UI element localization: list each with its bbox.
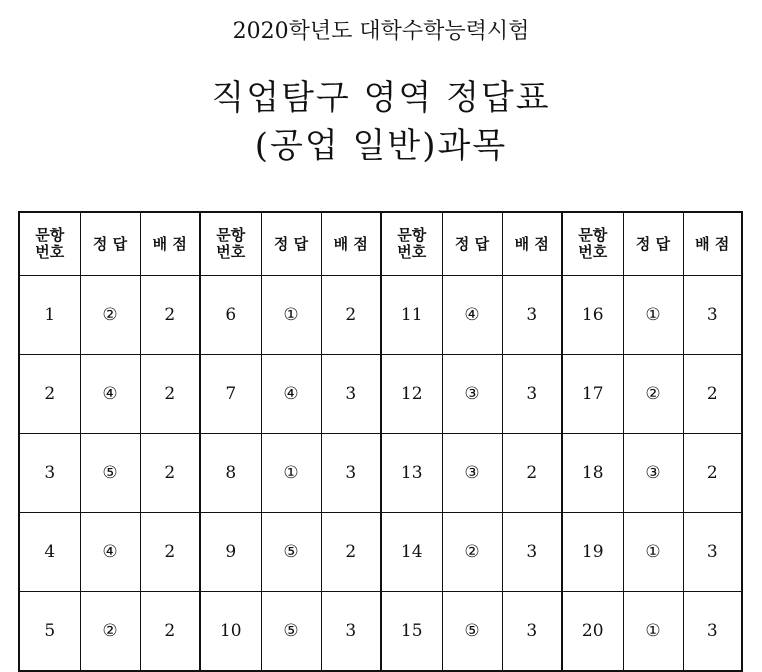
page-title: 직업탐구 영역 정답표: [211, 78, 551, 118]
score-points: 3: [321, 592, 381, 672]
correct-answer: ⑤: [261, 592, 321, 672]
score-points: 3: [502, 355, 562, 434]
question-number: 2: [19, 355, 80, 434]
score-points: 3: [321, 355, 381, 434]
table-row: [19, 592, 742, 672]
score-points: 2: [140, 355, 200, 434]
correct-answer: ⑤: [261, 513, 321, 592]
header-number-line2: 번호: [397, 243, 427, 261]
table-row: [19, 276, 742, 355]
correct-answer: ①: [623, 513, 683, 592]
question-number: 12: [381, 355, 442, 434]
correct-answer: ③: [442, 434, 502, 513]
header-question-number: [562, 212, 623, 276]
table-row: [19, 355, 742, 434]
header-question-number: [200, 212, 261, 276]
question-number: 5: [19, 592, 80, 672]
correct-answer: ①: [261, 434, 321, 513]
score-points: 2: [140, 513, 200, 592]
score-points: 3: [683, 276, 742, 355]
table-header-row: [19, 212, 742, 276]
header-score: 배 점: [140, 212, 200, 276]
score-points: 2: [140, 276, 200, 355]
question-number: 13: [381, 434, 442, 513]
score-points: 2: [140, 434, 200, 513]
header-number-line1: 문항: [578, 226, 608, 244]
correct-answer: ⑤: [442, 592, 502, 672]
correct-answer: ②: [80, 592, 140, 672]
header-number-line1: 문항: [397, 226, 427, 244]
subject-title: (공업 일반)과목: [254, 126, 508, 166]
exam-year-heading: 2020학년도 대학수학능력시험: [232, 19, 530, 44]
header-score: 배 점: [321, 212, 381, 276]
score-points: 3: [502, 592, 562, 672]
correct-answer: ⑤: [80, 434, 140, 513]
correct-answer: ②: [623, 355, 683, 434]
question-number: 16: [562, 276, 623, 355]
header-number-line1: 문항: [35, 226, 65, 244]
header-answer: 정 답: [442, 212, 502, 276]
score-points: 2: [683, 434, 742, 513]
score-points: 2: [321, 276, 381, 355]
header-number-line2: 번호: [578, 243, 608, 261]
question-number: 4: [19, 513, 80, 592]
question-number: 15: [381, 592, 442, 672]
correct-answer: ④: [80, 513, 140, 592]
correct-answer: ①: [261, 276, 321, 355]
table-row: [19, 434, 742, 513]
score-points: 3: [502, 513, 562, 592]
header-score: 배 점: [683, 212, 742, 276]
question-number: 18: [562, 434, 623, 513]
score-points: 3: [683, 592, 742, 672]
correct-answer: ③: [623, 434, 683, 513]
correct-answer: ②: [442, 513, 502, 592]
score-points: 2: [502, 434, 562, 513]
header-question-number: [19, 212, 80, 276]
table-row: [19, 513, 742, 592]
question-number: 20: [562, 592, 623, 672]
header-number-line2: 번호: [216, 243, 246, 261]
question-number: 14: [381, 513, 442, 592]
score-points: 2: [140, 592, 200, 672]
question-number: 6: [200, 276, 261, 355]
correct-answer: ④: [442, 276, 502, 355]
score-points: 2: [683, 355, 742, 434]
score-points: 3: [502, 276, 562, 355]
question-number: 11: [381, 276, 442, 355]
question-number: 9: [200, 513, 261, 592]
correct-answer: ①: [623, 276, 683, 355]
header-answer: 정 답: [261, 212, 321, 276]
header-score: 배 점: [502, 212, 562, 276]
header-number-line1: 문항: [216, 226, 246, 244]
correct-answer: ②: [80, 276, 140, 355]
header-number-line2: 번호: [35, 243, 65, 261]
correct-answer: ③: [442, 355, 502, 434]
question-number: 10: [200, 592, 261, 672]
correct-answer: ④: [261, 355, 321, 434]
header-question-number: [381, 212, 442, 276]
header-answer: 정 답: [80, 212, 140, 276]
question-number: 1: [19, 276, 80, 355]
score-points: 3: [683, 513, 742, 592]
question-number: 7: [200, 355, 261, 434]
question-number: 3: [19, 434, 80, 513]
score-points: 2: [321, 513, 381, 592]
correct-answer: ④: [80, 355, 140, 434]
answer-table: [18, 211, 743, 672]
question-number: 17: [562, 355, 623, 434]
question-number: 8: [200, 434, 261, 513]
header-answer: 정 답: [623, 212, 683, 276]
question-number: 19: [562, 513, 623, 592]
correct-answer: ①: [623, 592, 683, 672]
score-points: 3: [321, 434, 381, 513]
